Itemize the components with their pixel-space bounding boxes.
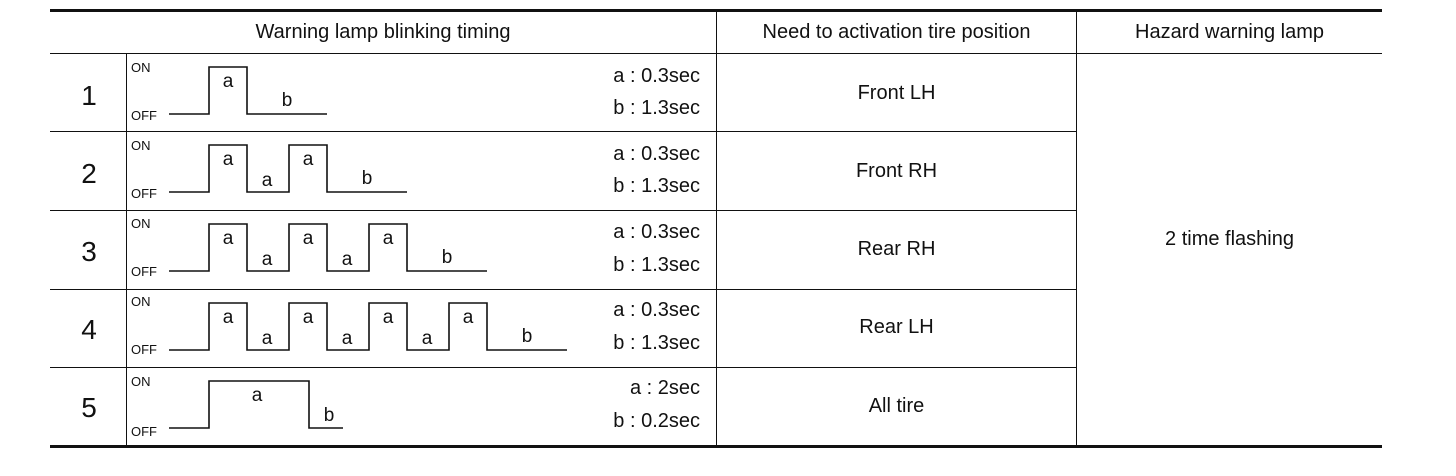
- off-label: OFF: [131, 424, 157, 439]
- wave-segment-label: a: [261, 170, 273, 191]
- wave-segment-label: a: [341, 328, 353, 349]
- waveform: [127, 367, 587, 445]
- timing-b: b : 1.3sec: [613, 254, 700, 276]
- wave-segment-label: a: [222, 228, 234, 249]
- off-label: OFF: [131, 264, 157, 279]
- tire-position: All tire: [868, 395, 925, 417]
- row-number: 5: [81, 392, 97, 423]
- tire-position: Front RH: [855, 160, 938, 182]
- col-divider-timing: [716, 11, 717, 445]
- off-label: OFF: [131, 108, 157, 123]
- wave-segment-label: a: [462, 307, 474, 328]
- row-number: 2: [81, 158, 97, 189]
- timing-a: a : 0.3sec: [613, 221, 700, 243]
- on-label: ON: [131, 138, 151, 153]
- timing-b: b : 0.2sec: [613, 410, 700, 432]
- timing-a: a : 0.3sec: [613, 143, 700, 165]
- tire-position: Rear LH: [859, 316, 934, 338]
- wave-segment-label: b: [361, 168, 373, 189]
- wave-segment-label: a: [341, 249, 353, 270]
- wave-segment-label: b: [281, 90, 293, 111]
- off-label: OFF: [131, 342, 157, 357]
- wave-segment-label: a: [302, 307, 314, 328]
- wave-segment-label: a: [302, 149, 314, 170]
- tire-position: Front LH: [857, 82, 936, 104]
- waveform: [127, 289, 587, 367]
- hazard-value: 2 time flashing: [1165, 228, 1294, 250]
- header-hazard: Hazard warning lamp: [1135, 20, 1324, 43]
- timing-a: a : 0.3sec: [613, 65, 700, 87]
- timing-b: b : 1.3sec: [613, 332, 700, 354]
- wave-segment-label: a: [222, 71, 234, 92]
- wave-segment-label: a: [261, 249, 273, 270]
- waveform: [127, 210, 587, 288]
- wave-segment-label: a: [251, 385, 263, 406]
- wave-segment-label: a: [222, 149, 234, 170]
- waveform: [127, 53, 587, 131]
- wave-segment-label: a: [302, 228, 314, 249]
- on-label: ON: [131, 374, 151, 389]
- wave-segment-label: a: [261, 328, 273, 349]
- timing-b: b : 1.3sec: [613, 97, 700, 119]
- wave-segment-label: a: [421, 328, 433, 349]
- off-label: OFF: [131, 186, 157, 201]
- header-timing: Warning lamp blinking timing: [255, 20, 511, 43]
- on-label: ON: [131, 294, 151, 309]
- on-label: ON: [131, 216, 151, 231]
- wave-segment-label: a: [382, 228, 394, 249]
- square-wave-line: [169, 224, 487, 271]
- square-wave-line: [169, 67, 327, 114]
- timing-a: a : 2sec: [629, 377, 700, 399]
- waveform: [127, 131, 587, 209]
- timing-b: b : 1.3sec: [613, 175, 700, 197]
- table-bottom-rule: [50, 445, 1382, 448]
- wave-segment-label: a: [222, 307, 234, 328]
- wave-segment-label: a: [382, 307, 394, 328]
- wave-segment-label: b: [521, 326, 533, 347]
- tire-position: Rear RH: [857, 238, 936, 260]
- row-number: 4: [81, 314, 97, 345]
- header-position: Need to activation tire position: [762, 20, 1031, 43]
- wave-segment-label: b: [323, 405, 335, 426]
- timing-a: a : 0.3sec: [613, 299, 700, 321]
- row-number: 1: [81, 80, 97, 111]
- row-number: 3: [81, 236, 97, 267]
- wave-segment-label: b: [441, 247, 453, 268]
- on-label: ON: [131, 60, 151, 75]
